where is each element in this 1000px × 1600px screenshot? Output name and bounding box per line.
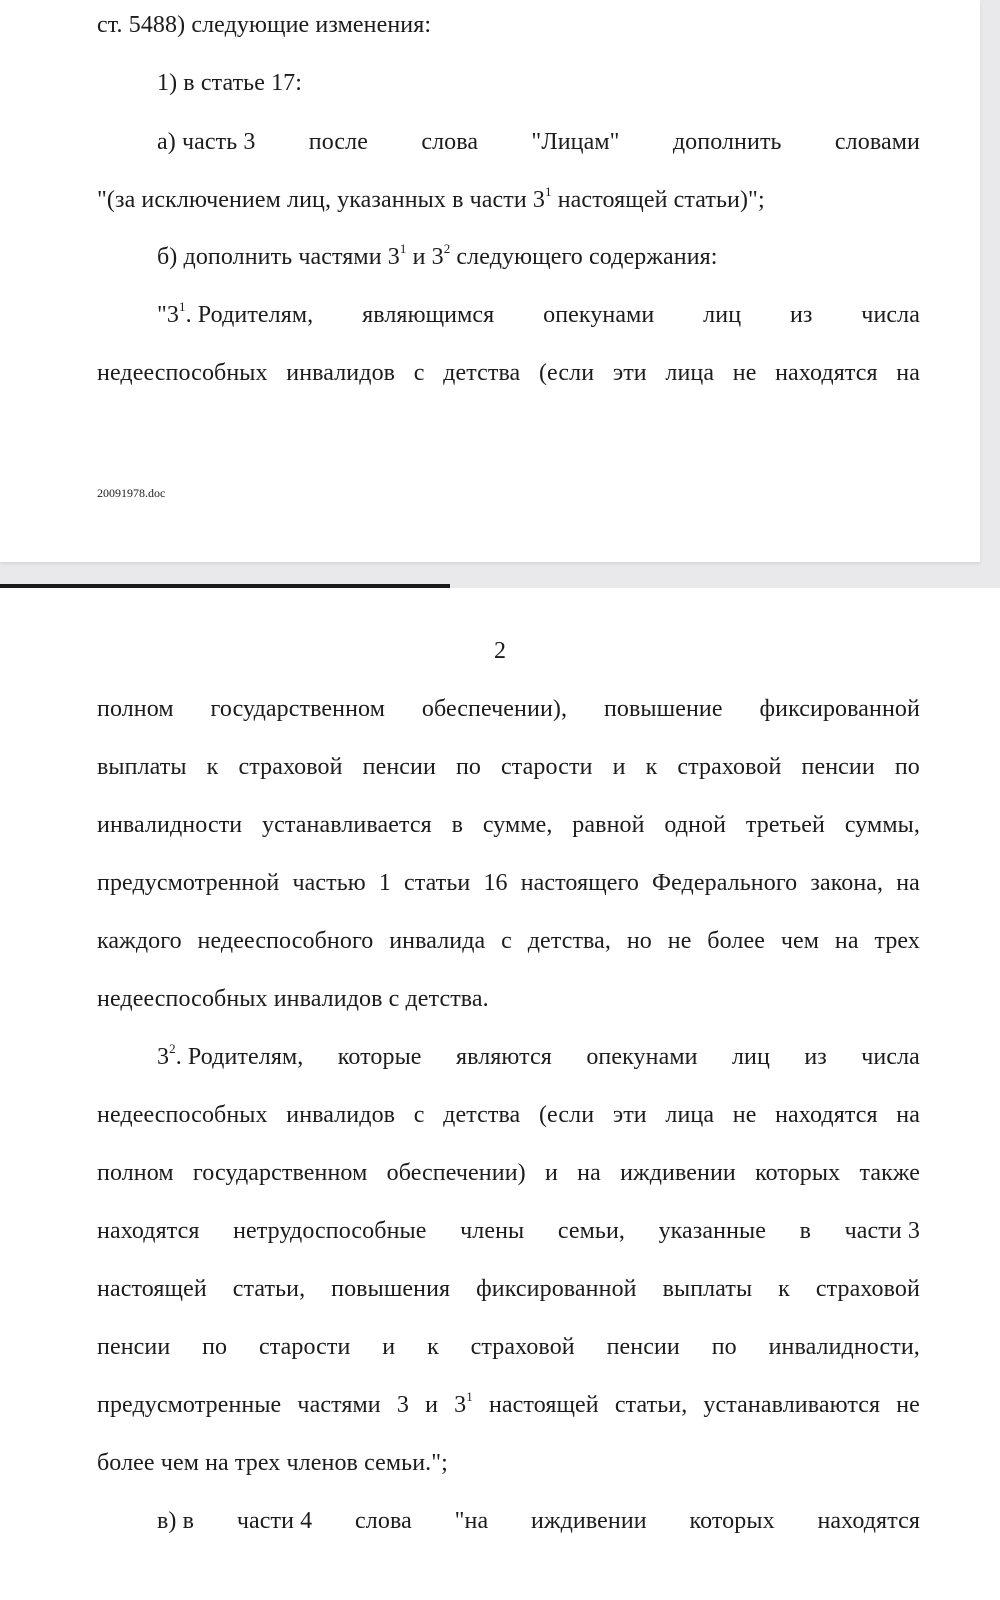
text-line (97, 358, 920, 388)
text-line: более чем на трех членов семьи."; (97, 1450, 448, 1476)
text-fragment: 3 (157, 1044, 170, 1070)
text-line (97, 1100, 920, 1130)
word: 3 (396, 1392, 409, 1418)
word: выплаты (662, 1276, 753, 1302)
word: из (789, 302, 813, 328)
word: опекунами (543, 302, 655, 328)
text-line (97, 1216, 920, 1246)
word: члены (460, 1218, 525, 1244)
superscript: 2 (169, 1041, 176, 1056)
word: находятся (775, 1102, 878, 1128)
text-line (97, 185, 920, 215)
word: на (896, 1102, 920, 1128)
word: и (425, 1392, 439, 1418)
word: страховой (470, 1334, 575, 1360)
word: числа (861, 1044, 920, 1070)
word (454, 1390, 473, 1420)
word: инвалидов (286, 1102, 396, 1128)
word: из (804, 1044, 827, 1070)
word: частью (292, 870, 366, 896)
text-line (97, 1158, 920, 1188)
word: находятся (817, 1508, 920, 1534)
word: настоящего (520, 870, 639, 896)
word: словами (834, 129, 920, 155)
superscript: 2 (443, 241, 451, 256)
word: лиц (731, 1044, 770, 1070)
word: лица (665, 1102, 715, 1128)
text-fragment: "(за исключением лиц, указанных в части 3 (97, 187, 546, 213)
text-fragment: и 3 (406, 244, 444, 270)
word: статьи, (614, 1392, 688, 1418)
text-line (97, 1274, 920, 1304)
word: трех (874, 928, 920, 954)
word: инвалидности, (768, 1334, 920, 1360)
word: и (612, 754, 626, 780)
word: 1 (378, 870, 391, 896)
superscript: 1 (466, 1389, 473, 1404)
text-line (157, 1042, 920, 1072)
word: пенсии (606, 1334, 680, 1360)
text-line: ст. 5488) следующие изменения: (97, 12, 432, 38)
word: пенсии (362, 754, 436, 780)
word: (если (538, 360, 595, 386)
word: не (667, 928, 692, 954)
word: опекунами (586, 1044, 698, 1070)
text-fragment (157, 1042, 303, 1072)
word: детства (443, 360, 521, 386)
text-line (157, 242, 920, 272)
word: лица (665, 360, 715, 386)
word: с (413, 360, 425, 386)
word: инвалидов (286, 360, 396, 386)
word: повышения (331, 1276, 451, 1302)
word: дополнить (672, 129, 782, 155)
word: более (707, 928, 765, 954)
word: частями (297, 1392, 381, 1418)
word: к (778, 1276, 790, 1302)
word: на (577, 1160, 601, 1186)
word: одной (664, 812, 727, 838)
superscript: 1 (545, 184, 552, 199)
word: полном (97, 696, 174, 722)
word: находятся (97, 1218, 200, 1244)
superscript: 1 (179, 299, 186, 314)
word: и (544, 1160, 558, 1186)
word: и (382, 1334, 396, 1360)
word: недееспособного (197, 928, 374, 954)
word: обеспечении), (421, 696, 568, 722)
word: по (894, 754, 920, 780)
word: по (711, 1334, 737, 1360)
word: недееспособных (97, 360, 268, 386)
word: на (896, 360, 920, 386)
word: "на (454, 1508, 489, 1534)
word: настоящей (488, 1392, 599, 1418)
word: части 3 (844, 1218, 920, 1244)
word: статьи (404, 870, 471, 896)
text-fragment: "3 (157, 302, 179, 328)
word: слова (355, 1508, 412, 1534)
word: предусмотренные (97, 1392, 282, 1418)
text-line: недееспособных инвалидов с детства. (97, 986, 489, 1012)
word: полном (97, 1160, 174, 1186)
text-fragment (157, 300, 313, 330)
footer-filename: 20091978.doc (97, 486, 166, 500)
text-line (157, 300, 920, 330)
word: каждого (97, 928, 182, 954)
word: чем (780, 928, 820, 954)
word: третьей (745, 812, 825, 838)
word: на (896, 870, 920, 896)
text-line (97, 694, 920, 724)
word: страховой (815, 1276, 920, 1302)
text-fragment: . Родителям, (185, 302, 314, 328)
word: старости (501, 754, 593, 780)
word: к (206, 754, 219, 780)
word: нетрудоспособные (233, 1218, 427, 1244)
word: которые (337, 1044, 422, 1070)
word: также (859, 1160, 920, 1186)
word: инвалида (389, 928, 486, 954)
word: эти (612, 360, 647, 386)
word: не (896, 1392, 920, 1418)
word: страховой (677, 754, 782, 780)
word: государственном (210, 696, 385, 722)
word: пенсии (801, 754, 875, 780)
word: не (732, 1102, 757, 1128)
word: к (645, 754, 658, 780)
word: на (834, 928, 859, 954)
text-line (97, 752, 920, 782)
document-page-2 (0, 588, 1000, 1600)
word: к (427, 1334, 439, 1360)
word: недееспособных (97, 1102, 268, 1128)
document-page-1 (0, 0, 980, 562)
word: а) часть 3 (157, 129, 256, 155)
word: по (202, 1334, 228, 1360)
word: старости (258, 1334, 351, 1360)
word: которых (755, 1160, 841, 1186)
word: семьи, (557, 1218, 625, 1244)
word: "Лицам" (531, 129, 620, 155)
text-line: 1) в статье 17: (157, 70, 303, 96)
text-line (97, 868, 920, 898)
word: которых (689, 1508, 775, 1534)
word: детства (443, 1102, 521, 1128)
word: иждивении (620, 1160, 736, 1186)
word: находятся (775, 360, 878, 386)
word: 16 (483, 870, 508, 896)
word: (если (538, 1102, 595, 1128)
text-line (97, 810, 920, 840)
word: фиксированной (476, 1276, 637, 1302)
word: в) в (157, 1508, 195, 1534)
word: детства, (527, 928, 612, 954)
text-fragment: . Родителям, (175, 1044, 304, 1070)
word: предусмотренной (97, 870, 280, 896)
word: эти (612, 1102, 647, 1128)
word: в (451, 812, 464, 838)
word: устанавливаются (703, 1392, 881, 1418)
word: по (455, 754, 481, 780)
word: являющимся (362, 302, 495, 328)
text-fragment: настоящей статьи)"; (551, 187, 765, 213)
text-line (97, 1332, 920, 1362)
word: но (626, 928, 652, 954)
word: закона, (810, 870, 884, 896)
word: с (413, 1102, 425, 1128)
superscript: 1 (399, 241, 407, 256)
text-line (157, 127, 920, 157)
text-line (97, 1390, 920, 1420)
word: являются (455, 1044, 552, 1070)
word: настоящей (97, 1276, 207, 1302)
text-line (97, 926, 920, 956)
word: в (799, 1218, 812, 1244)
word: слова (421, 129, 479, 155)
word: обеспечении) (386, 1160, 526, 1186)
word: лиц (703, 302, 742, 328)
word: инвалидности (97, 812, 243, 838)
text-fragment: б) дополнить частями 3 (157, 244, 400, 270)
text-fragment: 3 (454, 1392, 467, 1418)
word: фиксированной (759, 696, 920, 722)
word: указанные (658, 1218, 767, 1244)
word: иждивении (531, 1508, 647, 1534)
word: Федерального (652, 870, 798, 896)
word: страховой (238, 754, 343, 780)
word: не (732, 360, 757, 386)
word: после (308, 129, 368, 155)
word: повышение (603, 696, 723, 722)
word: устанавливается (262, 812, 432, 838)
word: государственном (192, 1160, 368, 1186)
word: суммы, (844, 812, 920, 838)
word: числа (861, 302, 920, 328)
word: равной (572, 812, 645, 838)
word: статьи, (232, 1276, 306, 1302)
word: части 4 (236, 1508, 313, 1534)
text-fragment: следующего содержания: (450, 244, 718, 270)
word: выплаты (97, 754, 187, 780)
text-line (157, 1506, 920, 1536)
word: сумме, (482, 812, 553, 838)
word: пенсии (97, 1334, 171, 1360)
word: с (501, 928, 512, 954)
page-number: 2 (494, 638, 506, 664)
